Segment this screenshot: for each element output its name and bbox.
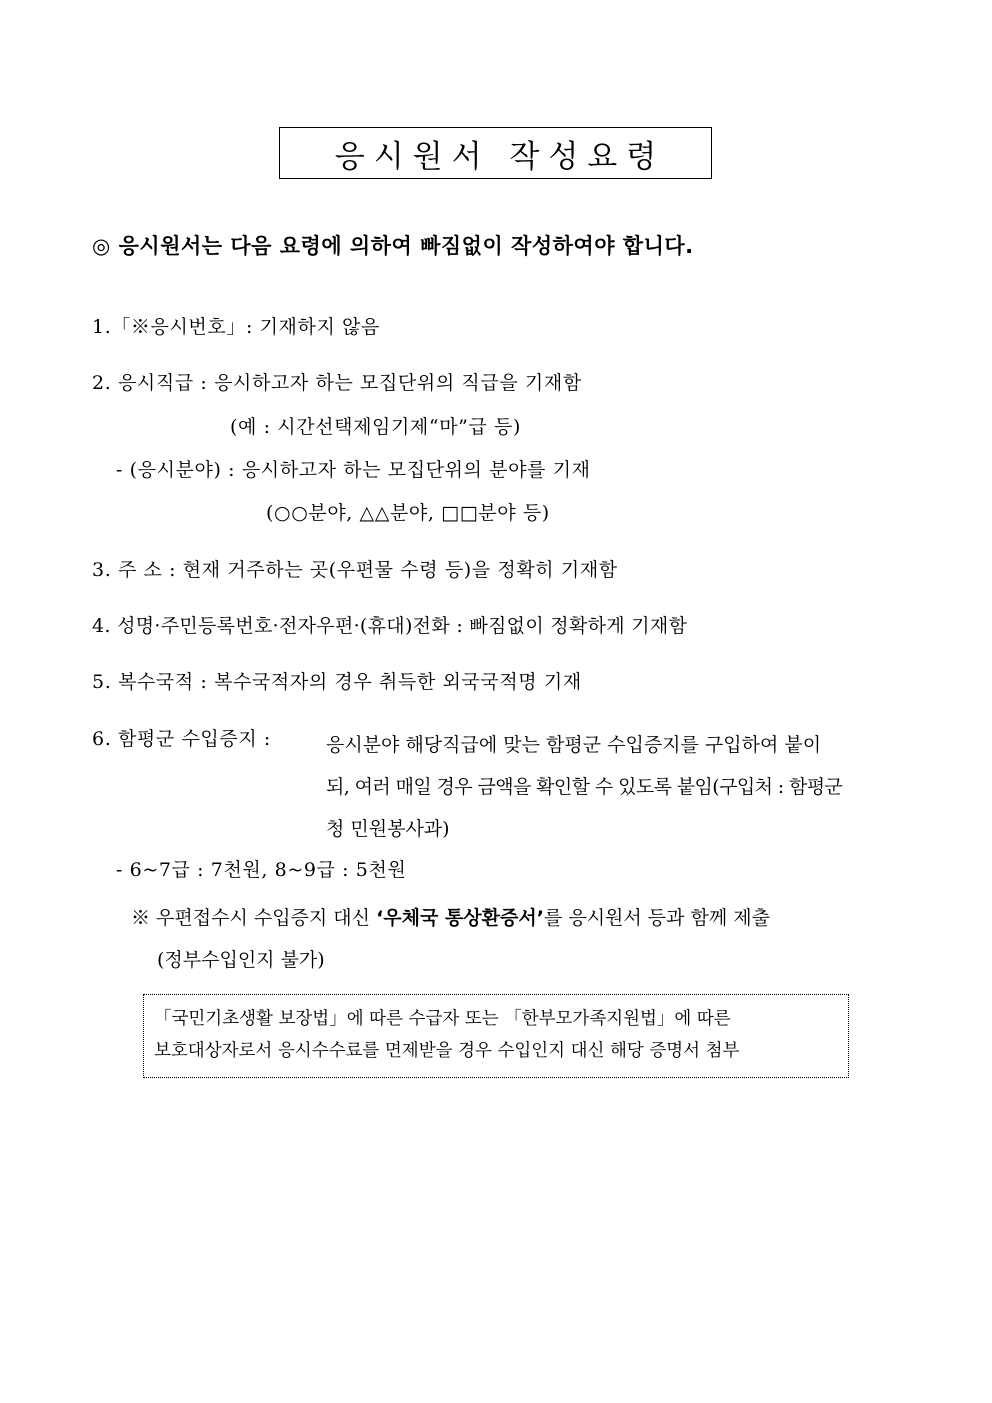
exemption-line-2: 보호대상자로서 응시수수료를 면제받을 경우 수입인지 대신 해당 증명서 첨부	[154, 1041, 740, 1061]
item-2-sub-example: (○○분야, △△분야, □□분야 등)	[266, 502, 550, 524]
exemption-box	[143, 994, 849, 1078]
item-3: 3. 주 소 : 현재 거주하는 곳(우편물 수령 등)을 정확히 기재함	[92, 559, 618, 581]
page-title-text: 응시원서 작성요령	[334, 138, 666, 175]
item-2: 2. 응시직급 : 응시하고자 하는 모집단위의 직급을 기재함	[92, 372, 582, 394]
item-6-body	[326, 724, 898, 850]
item-4: 4. 성명·주민등록번호·전자우편·(휴대)전화 : 빠짐없이 정확하게 기재함	[92, 615, 688, 637]
item-6-label: 6. 함평군 수입증지 :	[92, 728, 271, 750]
page-title	[279, 127, 712, 179]
postal-note-bold: ‘우체국 통상환증서’	[376, 907, 544, 929]
postal-note	[131, 897, 899, 981]
item-2-example: (예 : 시간선택제임기제“마”급 등)	[230, 416, 522, 438]
postal-note-line-1	[131, 897, 899, 939]
exemption-line-1: 「국민기초생활 보장법」에 따른 수급자 또는 「한부모가족지원법」에 따른	[154, 1009, 731, 1029]
item-1: 1.「※응시번호」: 기재하지 않음	[92, 316, 380, 338]
postal-note-suffix: 를 응시원서 등과 함께 제출	[543, 907, 771, 929]
item-6-fee: - 6~7급 : 7천원, 8~9급 : 5천원	[116, 859, 407, 881]
intro-text: ◎ 응시원서는 다음 요령에 의하여 빠짐없이 작성하여야 합니다.	[92, 234, 694, 258]
item-2-sub: - (응시분야) : 응시하고자 하는 모집단위의 분야를 기재	[116, 459, 591, 481]
item-5: 5. 복수국적 : 복수국적자의 경우 취득한 외국국적명 기재	[92, 671, 582, 693]
item-6-line-2: 되, 여러 매일 경우 금액을 확인할 수 있도록 붙임(구입처 : 함평군	[326, 776, 843, 798]
item-6-line-1: 응시분야 해당직급에 맞는 함평군 수입증지를 구입하여 붙이	[326, 734, 822, 756]
postal-note-prefix: ※ 우편접수시 수입증지 대신	[131, 907, 377, 929]
item-6-line-3: 청 민원봉사과)	[326, 818, 450, 840]
postal-note-line-2: (정부수입인지 불가)	[157, 949, 325, 971]
